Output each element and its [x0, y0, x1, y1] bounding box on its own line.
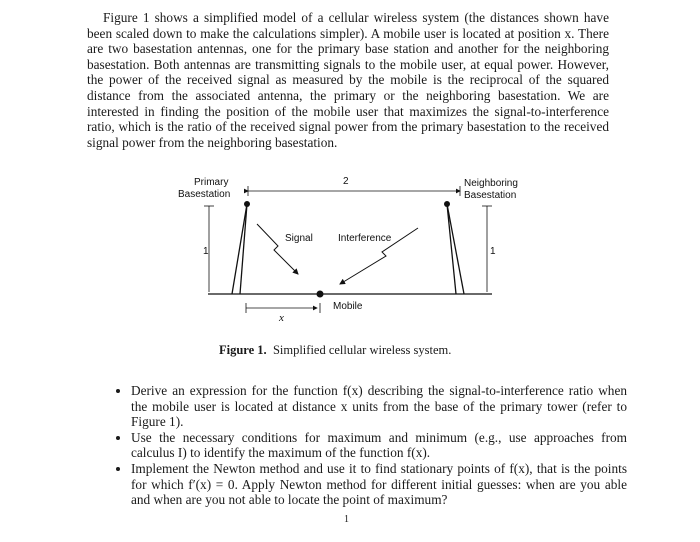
- neighbor-label-line2: Basestation: [464, 190, 517, 201]
- height-right-value: 1: [490, 246, 496, 257]
- x-label: x: [279, 312, 284, 324]
- caption-prefix: Figure 1.: [219, 343, 267, 357]
- signal-arrow: [257, 224, 298, 274]
- mobile-label: Mobile: [333, 301, 363, 312]
- task-item: • Derive an expression for the function f(x) describing the signal-to-interference ratio when the mobile user is located at distance x units from the base of the primary tower (refer to Figure 1).: [131, 383, 627, 430]
- task-item: • Use the necessary conditions for maximum and minimum (e.g., use approaches from calculus I) to identify the maximum of the function f(x).: [131, 430, 627, 461]
- task-list: [113, 383, 627, 508]
- primary-label-line2: Basestation: [178, 189, 231, 200]
- distance-value: 2: [343, 176, 349, 187]
- primary-label-line1: Primary: [194, 177, 229, 188]
- page-number: 1: [344, 514, 349, 525]
- neighbor-label-line1: Neighboring: [464, 178, 518, 189]
- height-left-value: 1: [203, 246, 209, 257]
- task-item: • Implement the Newton method and use it to find stationary points of f(x), that is the points for which f′(x) = 0. Apply Newton method for different initial guesses: when are you able and when are you not able to locate the point of maximum?: [131, 461, 627, 508]
- mobile-dot: [317, 291, 324, 298]
- figure-caption: [219, 343, 451, 358]
- intro-paragraph: Figure 1 shows a simplified model of a cellular wireless system (the distances shown have been scaled down to make the calculations simpler). A mobile user is located at position x. There are two basestation antennas, one for the primary base station and another for the neighboring basestation. Both antennas are transmitting signals to the mobile user, at equal power. However, the power of the received signal as measured by the mobile is the reciprocal of the squared distance from the associated antenna, the primary or the neighboring basestation. We are interested in finding the position of the mobile user that maximizes the signal-to-interference ratio, which is the ratio of the received signal power from the primary basestation to the received signal power from the neighboring basestation.: [87, 10, 609, 150]
- interference-label: Interference: [338, 233, 392, 244]
- caption-text: Simplified cellular wireless system.: [272, 343, 452, 357]
- primary-tower: [232, 201, 250, 294]
- signal-label: Signal: [285, 233, 313, 244]
- neighbor-tower: [444, 201, 464, 294]
- figure-1: [160, 170, 530, 330]
